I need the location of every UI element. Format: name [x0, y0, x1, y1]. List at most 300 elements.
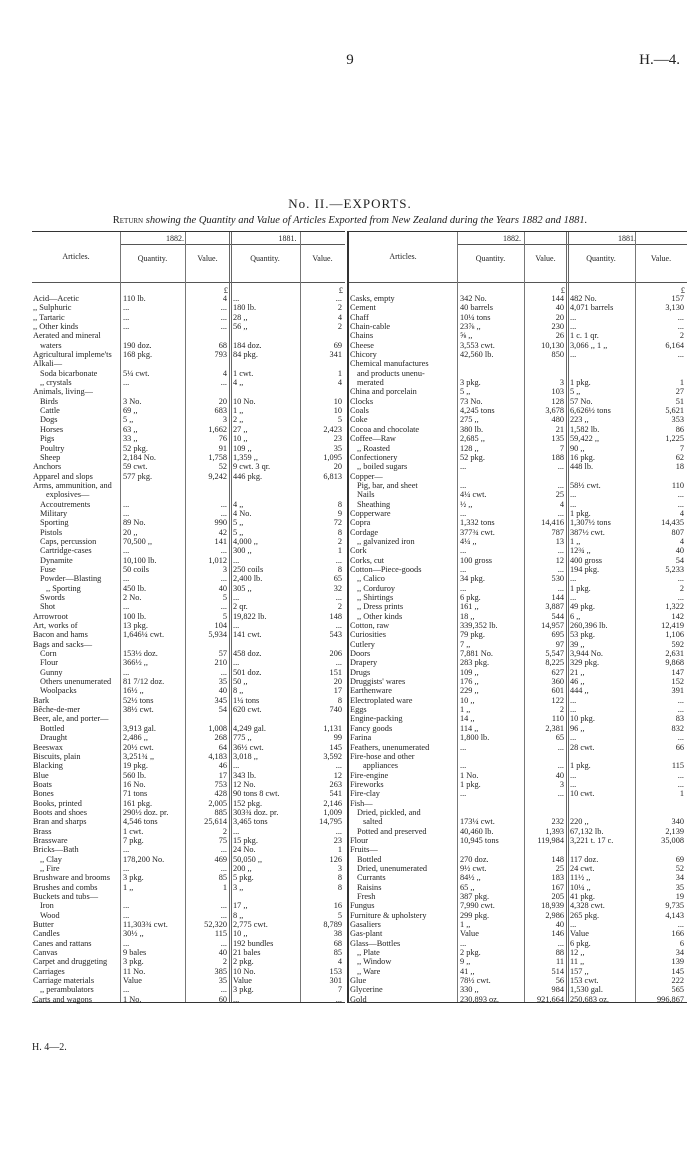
value-1881: 62 [675, 452, 684, 462]
table-row [32, 434, 345, 443]
quantity-1881: 8 ,, [233, 910, 244, 920]
value-1882: 85 [218, 873, 227, 883]
quantity-1882: 1 pkg. [460, 779, 481, 789]
value-1881: 3,592 [323, 751, 342, 761]
quantity-1882: 229 ,, [460, 686, 479, 696]
quantity-1881: ... [570, 499, 577, 509]
value-1881: 20 [333, 677, 342, 687]
article-name: Arrowroot [33, 611, 69, 621]
value-1882: 627 [551, 667, 564, 677]
value-1882: 25,614 [204, 817, 227, 827]
article-name: ,, Roasted [357, 443, 390, 453]
quantity-1882: 387 pkg. [460, 892, 490, 901]
value-1882: 850 [551, 350, 564, 360]
table-row [349, 462, 687, 471]
article-name: Curiosities [350, 630, 386, 640]
article-name: Farina [350, 733, 372, 743]
value-1881: 2 [337, 536, 342, 546]
quantity-1882: ... [123, 508, 130, 518]
quantity-1882: ... [123, 667, 130, 677]
value-1881: 8,789 [323, 920, 342, 930]
value-1882: 35 [218, 976, 227, 986]
table-row [32, 780, 345, 789]
table-row [32, 406, 345, 415]
article-name: Boats [33, 779, 52, 789]
article-name: Candles [33, 929, 60, 939]
value-1881: 340 [671, 817, 684, 827]
article-name: Drapery [350, 658, 378, 668]
quantity-1882: 299 pkg. [460, 910, 490, 920]
value-1882: ... [220, 546, 227, 556]
article-name: Boots and shoes [33, 807, 87, 817]
article-name: Animals, living— [33, 387, 93, 397]
quantity-1881: ... [233, 593, 240, 602]
quantity-1882: ... [460, 761, 467, 771]
quantity-1881: 1,530 gal. [570, 985, 603, 995]
quantity-1881: Value [233, 976, 252, 986]
quantity-1881: 12 ,, [570, 948, 585, 958]
quantity-1881: 305 ,, [233, 583, 252, 593]
value-1882: 2,381 [545, 723, 564, 733]
quantity-1882: 110 lb. [123, 294, 146, 303]
quantity-1882: 84½ ,, [460, 873, 481, 883]
value-1881: 20 [333, 462, 342, 472]
value-1882: 21 [555, 424, 564, 434]
quantity-1881: 10¼ ,, [570, 882, 591, 892]
value-1882: 56 [555, 976, 564, 986]
quantity-1882: 16½ ,, [123, 686, 144, 696]
quantity-1882: 40,460 lb. [460, 826, 494, 836]
value-1881: ... [677, 705, 684, 715]
table-row [32, 303, 345, 312]
quantity-1882: ... [460, 480, 467, 490]
table-row [32, 453, 345, 462]
value-1882: 52 [218, 462, 227, 472]
document-subtitle [0, 215, 700, 226]
table-body [32, 294, 345, 1004]
value-1882: ... [220, 303, 227, 313]
value-1882: 14,416 [541, 518, 564, 528]
table-row [349, 350, 687, 359]
quantity-1882: ... [123, 910, 130, 920]
quantity-1882: 30½ ,, [123, 929, 144, 939]
value-1882: 1 [222, 882, 227, 892]
article-name: Engine-packing [350, 714, 403, 724]
article-name: Bags and sacks— [33, 639, 92, 649]
article-name: Art, works of [33, 621, 78, 631]
value-1881: 145 [329, 742, 342, 752]
value-1882: 75 [218, 835, 227, 845]
table-row [32, 752, 345, 761]
value-1882: ... [220, 574, 227, 584]
quantity-1881: 446 pkg. [233, 471, 263, 481]
quantity-1881: ... [233, 294, 240, 303]
quantity-1881: 2 qr. [233, 602, 248, 612]
value-1882: 40 [218, 686, 227, 696]
article-name: Iron [40, 901, 54, 911]
table-row [32, 873, 345, 882]
quantity-1881: 4,000 ,, [233, 536, 258, 546]
value-1882: 3 [222, 415, 227, 425]
page-number: 9 [346, 52, 354, 68]
value-1881: 1,095 [323, 452, 342, 462]
value-1882: 385 [214, 966, 227, 976]
quantity-1881: 10 ,, [233, 434, 248, 444]
header-year-1882: 1882. [166, 234, 184, 243]
value-1882: 68 [218, 340, 227, 350]
value-1881: ... [335, 555, 342, 565]
value-1882: 12 [555, 555, 564, 565]
currency-symbol: £ [338, 285, 343, 295]
value-1881: ... [677, 574, 684, 584]
value-1882: ... [220, 910, 227, 920]
value-1882: 104 [214, 621, 227, 631]
quantity-1882: 2,486 ,, [123, 733, 148, 743]
header-articles: Articles. [389, 252, 417, 261]
quantity-1881: 220 ,, [570, 817, 589, 827]
value-1881: 1,009 [323, 807, 342, 817]
article-name: ,, galvanized iron [357, 536, 415, 546]
quantity-1882: 63 ,, [123, 424, 138, 434]
value-1882: ... [220, 312, 227, 322]
quantity-1881: 1 pkg. [570, 583, 591, 593]
quantity-1881: 184 doz. [233, 340, 262, 350]
table-row [349, 967, 687, 976]
value-1881: 32 [333, 583, 342, 593]
quantity-1881: 10 No. [233, 966, 256, 976]
value-1881: 153 [329, 966, 342, 976]
table-row [349, 584, 687, 593]
subtitle-lead: Return [112, 215, 144, 226]
article-name: Sheep [40, 452, 61, 462]
value-1882: 188 [551, 452, 564, 462]
quantity-1882: 2 pkg. [460, 948, 481, 958]
table-row [32, 359, 345, 368]
quantity-1881: 10 cwt. [570, 789, 595, 799]
header-quantity: Quantity. [250, 254, 280, 263]
article-name: Beer, ale, and porter— [33, 714, 109, 724]
value-1882: ... [220, 845, 227, 855]
quantity-1882: ... [460, 583, 467, 593]
table-row [32, 696, 345, 705]
value-1882: 3 [222, 564, 227, 574]
quantity-1881: 5 ,, [570, 387, 581, 397]
quantity-1882: Value [460, 929, 479, 939]
quantity-1882: 366½ ,, [123, 658, 148, 668]
quantity-1882: 9½ cwt. [460, 863, 487, 873]
quantity-1881: 3,018 ,, [233, 751, 258, 761]
value-1881: 166 [671, 929, 684, 939]
quantity-1882: 330 ,, [460, 985, 479, 995]
quantity-1881: ... [570, 920, 577, 930]
quantity-1882: 52 pkg. [123, 443, 148, 453]
quantity-1881: 84 pkg. [233, 350, 258, 360]
article-name: Corks, cut [350, 555, 385, 565]
value-1881: ... [677, 920, 684, 930]
quantity-1882: 16 No. [123, 779, 146, 789]
article-name: Dried, unenumerated [357, 863, 428, 873]
value-1881: 34 [675, 948, 684, 958]
currency-symbol: £ [223, 285, 228, 295]
quantity-1882: 3 pkg. [123, 873, 144, 883]
table-row [349, 481, 687, 490]
value-1881: 5 [337, 910, 342, 920]
table-row [32, 976, 345, 985]
table-row [32, 490, 345, 499]
quantity-1881: 3,066 ,, 1 ,, [570, 340, 608, 350]
quantity-1882: 11,303¾ cwt. [123, 920, 168, 930]
article-name: Fire-hose and other [350, 751, 415, 761]
table-row [32, 836, 345, 845]
quantity-1882: 41 ,, [460, 966, 475, 976]
quantity-1882: 3 pkg. [460, 378, 481, 388]
article-name: Fungus [350, 901, 375, 911]
article-name: Cheese [350, 340, 374, 350]
table-row [32, 985, 345, 994]
quantity-1881: 343 lb. [233, 770, 257, 780]
table-row [349, 686, 687, 695]
article-name: Others unenumerated [40, 677, 112, 687]
table-row [32, 761, 345, 770]
value-1882: 4,183 [208, 751, 227, 761]
value-1882: 1,008 [208, 723, 227, 733]
quantity-1882: 20½ cwt. [123, 742, 154, 752]
value-1882: 9,242 [208, 471, 227, 481]
value-1881: ... [335, 593, 342, 602]
quantity-1881: 1 ,, [570, 536, 581, 546]
article-name: Bricks—Bath [33, 845, 79, 855]
article-name: Sheathing [357, 499, 391, 509]
article-name: Electroplated ware [350, 695, 413, 705]
table-row [32, 658, 345, 667]
value-1882: 921,664 [537, 994, 564, 1004]
header-year-1881: 1881. [618, 234, 636, 243]
value-1881: 65 [333, 574, 342, 584]
article-name: ,, Clay [40, 854, 62, 864]
quantity-1882: 34 pkg. [460, 574, 485, 584]
quantity-1881: ... [233, 555, 240, 565]
value-1882: 122 [551, 695, 564, 705]
quantity-1881: 5 ,, [233, 527, 244, 537]
table-row [32, 500, 345, 509]
quantity-1881: 3,465 tons [233, 817, 268, 827]
value-1881: 51 [675, 396, 684, 406]
article-name: Powder—Blasting [40, 574, 102, 584]
article-name: ,, Other kinds [357, 611, 403, 621]
value-1881: 832 [671, 723, 684, 733]
quantity-1881: 96 ,, [570, 723, 585, 733]
quantity-1882: 10¼ tons [460, 312, 491, 322]
header-quantity: Quantity. [475, 254, 506, 263]
table-row [349, 313, 687, 322]
quantity-1881: ... [570, 695, 577, 705]
quantity-1882: 5 ,, [460, 387, 471, 397]
value-1882: 1,758 [208, 452, 227, 462]
article-name: Fresh [357, 892, 376, 901]
value-1881: 263 [329, 779, 342, 789]
table-row [349, 789, 687, 798]
quantity-1882: 4,245 tons [460, 406, 495, 416]
value-1882: ... [220, 508, 227, 518]
value-1881: 4 [337, 312, 342, 322]
article-name: Clocks [350, 396, 374, 406]
value-1881: 592 [671, 639, 684, 649]
table-row [349, 378, 687, 387]
quantity-1882: 11 No. [123, 966, 146, 976]
table-row [349, 901, 687, 910]
article-name: Soda bicarbonate [40, 368, 98, 378]
value-1881: 69 [675, 854, 684, 864]
quantity-1881: 2,775 cwt. [233, 920, 268, 930]
value-1882: 144 [551, 593, 564, 602]
quantity-1881: 1,359 ,, [233, 452, 258, 462]
value-1882: 2 [222, 957, 227, 967]
table-row [32, 294, 345, 303]
value-1882: 2,005 [208, 798, 227, 808]
quantity-1882: 9 bales [123, 948, 147, 958]
value-1882: ... [220, 901, 227, 911]
quantity-1881: 21 ,, [570, 667, 585, 677]
article-name: Fire-engine [350, 770, 389, 780]
table-row [349, 864, 687, 873]
table-row [349, 331, 687, 340]
quantity-1881: 41 pkg. [570, 892, 595, 901]
table-row [32, 789, 345, 798]
quantity-1882: 78½ cwt. [460, 976, 491, 986]
quantity-1882: 230,893 oz. [460, 994, 499, 1004]
quantity-1881: 2 pkg. [233, 957, 254, 967]
value-1881: 83 [675, 714, 684, 724]
article-name: Beeswax [33, 742, 63, 752]
value-1881: 151 [329, 667, 342, 677]
article-name: Potted and preserved [357, 826, 427, 836]
value-1882: 40 [555, 303, 564, 313]
article-name: Coffee—Raw [350, 434, 396, 444]
table-row [349, 827, 687, 836]
quantity-1881: 17 ,, [233, 901, 248, 911]
value-1882: 3,887 [545, 602, 564, 612]
value-1881: 4 [337, 957, 342, 967]
table-row [349, 761, 687, 770]
article-name: ,, Tartaric [33, 312, 65, 322]
value-1882: 40 [218, 583, 227, 593]
quantity-1882: 1 ,, [123, 882, 134, 892]
table-row [349, 490, 687, 499]
table-row [32, 415, 345, 424]
article-name: ,, Fire [40, 863, 60, 873]
value-1882: ... [220, 863, 227, 873]
quantity-1881: 10 pkg. [570, 714, 595, 724]
value-1882: 25 [555, 863, 564, 873]
article-name: Earthenware [350, 686, 392, 696]
article-name: Copperware [350, 508, 391, 518]
value-1882: ... [557, 462, 564, 472]
value-1882: 35 [218, 677, 227, 687]
table-row [349, 453, 687, 462]
value-1881: 2 [679, 583, 684, 593]
quantity-1882: 1,800 lb. [460, 733, 490, 743]
article-name: Gold [350, 994, 367, 1004]
value-1881: ... [677, 770, 684, 780]
quantity-1882: 2,184 No. [123, 452, 156, 462]
value-1882: 167 [551, 882, 564, 892]
quantity-1881: 157 ,, [570, 966, 589, 976]
value-1881: 10 [333, 406, 342, 416]
value-1882: 148 [551, 854, 564, 864]
quantity-1881: 46 ,, [570, 677, 585, 687]
page-reference: H.—4. [639, 52, 680, 68]
value-1882: 793 [214, 350, 227, 360]
quantity-1882: Value [123, 976, 142, 986]
article-name: China and porcelain [350, 387, 417, 397]
value-1881: 3 [337, 863, 342, 873]
table-row [32, 686, 345, 695]
value-1882: 60 [218, 994, 227, 1004]
quantity-1882: 52 pkg. [460, 452, 485, 462]
quantity-1882: 377¾ cwt. [460, 527, 495, 537]
article-name: Cotton—Piece-goods [350, 564, 422, 574]
table-row [349, 939, 687, 948]
value-1882: 119,984 [537, 835, 564, 845]
value-1881: 7 [337, 985, 342, 995]
quantity-1881: ... [570, 705, 577, 715]
article-name: Flour [40, 658, 58, 668]
value-1881: 35 [333, 443, 342, 453]
table-row [349, 696, 687, 705]
quantity-1882: 4¼ ,, [460, 536, 477, 546]
article-name: Confectionery [350, 452, 398, 462]
value-1881: 1 [337, 546, 342, 556]
table-row [32, 397, 345, 406]
article-name: Pig, bar, and sheet [357, 480, 418, 490]
table-row [32, 565, 345, 574]
value-1881: 2,146 [323, 798, 342, 808]
value-1882: 18,939 [541, 901, 564, 911]
value-1882: 5 [222, 593, 227, 602]
value-1882: 42 [218, 527, 227, 537]
value-1881: 68 [333, 938, 342, 948]
table-row [32, 714, 345, 723]
article-name: Flour [350, 835, 368, 845]
quantity-1882: 9 ,, [460, 957, 471, 967]
value-1882: 885 [214, 807, 227, 817]
quantity-1882: ... [123, 863, 130, 873]
value-1881: 1 [679, 789, 684, 799]
table-row [32, 733, 345, 742]
quantity-1881: 28 cwt. [570, 742, 595, 752]
quantity-1882: 114 ,, [460, 723, 479, 733]
quantity-1882: 290½ doz. pr. [123, 807, 169, 817]
article-name: Cartridge-cases [40, 546, 92, 556]
table-row [349, 985, 687, 994]
value-1882: 990 [214, 518, 227, 528]
header-quantity: Quantity. [137, 254, 168, 263]
value-1882: 110 [551, 714, 564, 724]
table-row [32, 350, 345, 359]
quantity-1882: 33 ,, [123, 434, 138, 444]
table-row [349, 341, 687, 350]
article-name: Wood [40, 910, 60, 920]
value-1882: 205 [551, 892, 564, 901]
quantity-1882: 109 ,, [460, 667, 479, 677]
table-row [32, 574, 345, 583]
table-row [349, 369, 687, 378]
table-row [349, 892, 687, 901]
table-row [349, 528, 687, 537]
article-name: Furniture & upholstery [350, 910, 427, 920]
value-1882: 40 [555, 920, 564, 930]
table-row [32, 929, 345, 938]
